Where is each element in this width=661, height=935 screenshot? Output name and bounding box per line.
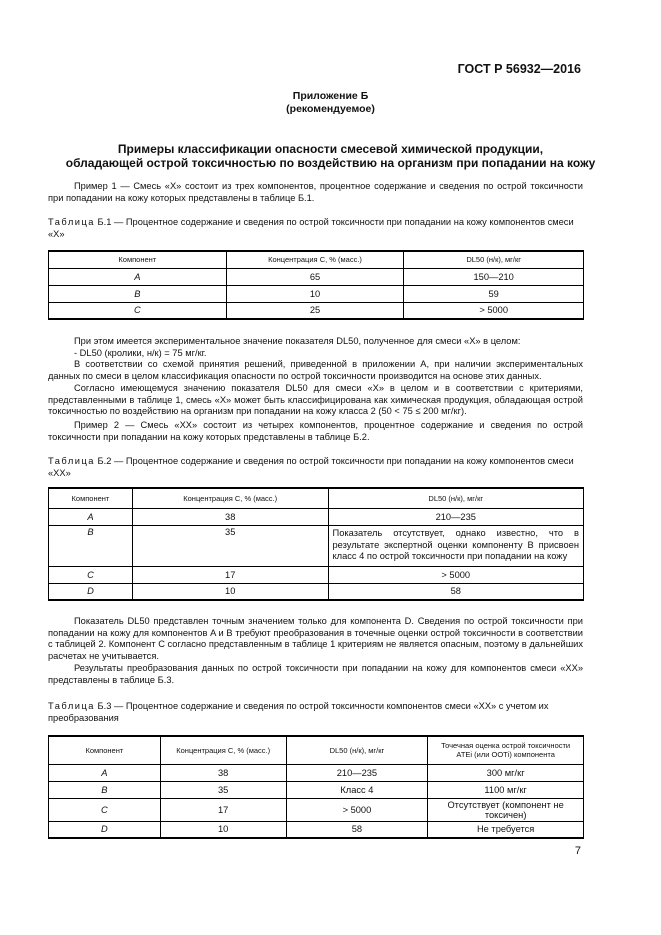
paragraph: Результаты преобразования данных по острой токсичности при попадании на кожу для компонентов смеси «XX» представлены в таблице Б.3. xyxy=(48,662,583,685)
table-cell: B xyxy=(87,526,94,537)
table-cell: 58 xyxy=(286,821,428,838)
table-row xyxy=(49,302,584,319)
table-3-header-dl50: DL50 (н/к), мг/кг xyxy=(286,736,428,764)
table-row xyxy=(49,781,584,798)
table-2 xyxy=(48,487,584,601)
table-3-header-concentration: Концентрация C, % (масс.) xyxy=(160,736,286,764)
table-cell: > 5000 xyxy=(404,302,584,319)
table-cell: Класс 4 xyxy=(286,781,428,798)
table-cell: C xyxy=(101,804,108,815)
table-cell: 210—235 xyxy=(328,508,583,525)
standard-number: ГОСТ Р 56932—2016 xyxy=(457,62,581,76)
paragraph: Согласно имеющемуся значению показателя DL50 для смеси «X» в целом и в соответствии с критериями, представленными в таблице 1, смесь «X» может быть классифицирована как химическая продукция, обладающая острой токсичностью по воздействию на организм при попадании на кожу класса 2 (50 < 75 ≤ 200 мг/кг). xyxy=(48,382,583,417)
table-1-header-component: Компонент xyxy=(49,251,227,268)
table-cell: B xyxy=(101,784,108,795)
table-1 xyxy=(48,250,584,320)
table-cell: 10 xyxy=(132,583,328,600)
table-1-caption-text: Б.1 — Процентное содержание и сведения по острой токсичности при попадании на кожу компонентов смеси «X» xyxy=(48,217,574,239)
table-row xyxy=(49,285,584,302)
table-cell: 10 xyxy=(160,821,286,838)
table-cell: Не требуется xyxy=(428,821,584,838)
paragraph-block-1 xyxy=(48,336,583,443)
table-cell: 58 xyxy=(328,583,583,600)
table-cell: 300 мг/кг xyxy=(428,764,584,781)
heading-line-1: Примеры классификации опасности смесевой химической продукции, xyxy=(117,142,544,156)
table-row xyxy=(49,268,584,285)
table-3-header-component: Компонент xyxy=(49,736,161,764)
table-3-header-ate: Точечная оценка острой токсичности ATEi (или ООТi) компонента xyxy=(428,736,584,764)
table-row xyxy=(49,525,584,566)
table-cell: D xyxy=(101,824,108,835)
table-cell: C xyxy=(133,305,141,316)
page-number: 7 xyxy=(574,845,581,857)
paragraph: В соответствии со схемой принятия решений, приведенной в приложении А, при наличии экспериментальных данных по смеси в целом классификация опасности по острой токсичности производится на основе этих данных. xyxy=(48,359,583,382)
table-cell: 150—210 xyxy=(404,268,584,285)
table-cell: Отсутствует (компонент не токсичен) xyxy=(428,798,584,821)
table-3-caption-prefix: Таблица xyxy=(48,701,95,711)
paragraph: Показатель DL50 представлен точным значением только для компонента D. Сведения по острой токсичности при попадании на кожу для компонентов A и B требуют преобразования в точечные оценки острой токсичности в соответствии с таблицей 2. Компонент C согласно представленным в таблице 1 критериям не является опасным, поэтому в дальнейших расчетах не учитывается. xyxy=(48,616,583,662)
table-cell: 59 xyxy=(404,285,584,302)
table-cell: C xyxy=(87,569,94,580)
table-cell: 1100 мг/кг xyxy=(428,781,584,798)
paragraph: При этом имеется экспериментальное значение показателя DL50, полученное для смеси «X» в целом: xyxy=(74,336,521,346)
table-cell: 38 xyxy=(132,508,328,525)
table-3-caption-text: Б.3 — Процентное содержание и сведения по острой токсичности компонентов смеси «XX» с учетом их преобразования xyxy=(48,701,549,723)
table-cell: 38 xyxy=(160,764,286,781)
table-cell: > 5000 xyxy=(328,566,583,583)
table-1-caption xyxy=(48,217,583,240)
table-1-caption-prefix: Таблица xyxy=(48,217,95,227)
table-cell: 10 xyxy=(226,285,404,302)
table-cell: 25 xyxy=(226,302,404,319)
table-row xyxy=(49,508,584,525)
table-cell: B xyxy=(134,288,141,299)
table-1-header-dl50: DL50 (н/к), мг/кг xyxy=(404,251,584,268)
appendix-title: Приложение Б xyxy=(292,90,369,102)
table-3 xyxy=(48,735,584,839)
appendix-status: (рекомендуемое) xyxy=(286,103,375,115)
table-cell: A xyxy=(134,271,141,282)
section-heading xyxy=(0,142,661,170)
table-2-caption xyxy=(48,456,583,479)
table-row xyxy=(49,566,584,583)
appendix-header xyxy=(0,90,661,116)
table-cell: 210—235 xyxy=(286,764,428,781)
table-2-header-component: Компонент xyxy=(49,488,133,508)
table-cell: 65 xyxy=(226,268,404,285)
table-3-caption xyxy=(48,701,583,724)
table-cell: 17 xyxy=(160,798,286,821)
table-2-caption-prefix: Таблица xyxy=(48,456,95,466)
table-2-caption-text: Б.2 — Процентное содержание и сведения по острой токсичности при попадании на кожу компонентов смеси «XX» xyxy=(48,456,574,478)
table-row xyxy=(49,798,584,821)
paragraph: - DL50 (кролики, н/к) = 75 мг/кг. xyxy=(74,347,207,358)
example-2-text: Пример 2 — Смесь «XX» состоит из четырех компонентов, процентное содержание и сведения по острой токсичности при попадании на кожу которых представлены в таблице Б.2. xyxy=(48,419,583,442)
table-cell: A xyxy=(101,767,108,778)
table-cell: Показатель отсутствует, однако известно, что в результате экспертной оценки компоненту B присвоен класс 4 по острой токсичности при попадании на кожу xyxy=(328,525,583,566)
table-cell: 17 xyxy=(132,566,328,583)
table-row xyxy=(49,764,584,781)
table-cell: > 5000 xyxy=(286,798,428,821)
table-2-header-concentration: Концентрация C, % (масс.) xyxy=(132,488,328,508)
table-row xyxy=(49,821,584,838)
table-cell: D xyxy=(87,586,94,597)
table-cell: 35 xyxy=(132,525,328,566)
heading-line-2: обладающей острой токсичностью по воздействию на организм при попадании на кожу xyxy=(65,156,596,170)
table-1-header-concentration: Концентрация C, % (масс.) xyxy=(226,251,404,268)
table-2-header-dl50: DL50 (н/к), мг/кг xyxy=(328,488,583,508)
table-cell: A xyxy=(87,511,94,522)
table-row xyxy=(49,583,584,600)
table-cell: 35 xyxy=(160,781,286,798)
paragraph-block-2 xyxy=(48,616,583,686)
example-1-text: Пример 1 — Смесь «X» состоит из трех компонентов, процентное содержание и сведения по острой токсичности при попадании на кожу которых представлены в таблице Б.1. xyxy=(48,181,583,203)
